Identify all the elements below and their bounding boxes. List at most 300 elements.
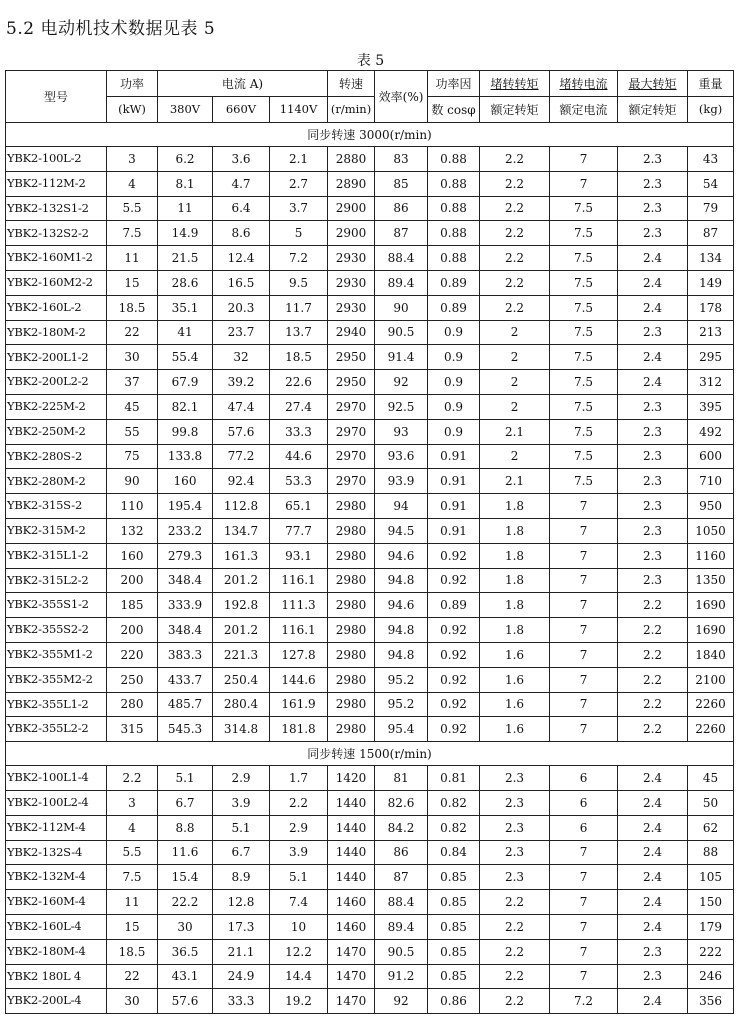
cell-current-660v: 5.1 xyxy=(213,815,270,840)
cell-current-1140v: 181.8 xyxy=(270,717,328,742)
table-row xyxy=(6,815,734,840)
cell-max-torque-ratio: 2.4 xyxy=(618,989,688,1014)
cell-current-1140v: 2.1 xyxy=(270,147,328,172)
header-power-factor-2: 数 cosφ xyxy=(428,97,480,123)
cell-model: YBK2-280M-2 xyxy=(6,469,107,494)
header-1140v: 1140V xyxy=(270,97,328,123)
cell-torque-ratio: 2.3 xyxy=(480,790,550,815)
cell-model: YBK2-180M-2 xyxy=(6,320,107,345)
cell-torque-ratio: 2.2 xyxy=(480,246,550,271)
table-row xyxy=(6,692,734,717)
cell-current-380v: 5.1 xyxy=(158,766,213,791)
cell-power-factor: 0.91 xyxy=(428,494,480,519)
cell-model: YBK2-132M-4 xyxy=(6,865,107,890)
cell-power: 280 xyxy=(107,692,158,717)
table-row xyxy=(6,270,734,295)
cell-current-1140v: 9.5 xyxy=(270,270,328,295)
cell-model: YBK2-100L-2 xyxy=(6,147,107,172)
cell-current-1140v: 12.2 xyxy=(270,939,328,964)
cell-current-ratio: 7.5 xyxy=(550,270,618,295)
cell-current-380v: 485.7 xyxy=(158,692,213,717)
header-speed: 转速 xyxy=(328,71,375,97)
cell-max-torque-ratio: 2.4 xyxy=(618,840,688,865)
cell-current-660v: 20.3 xyxy=(213,295,270,320)
table-row xyxy=(6,766,734,791)
cell-speed: 1440 xyxy=(328,815,375,840)
cell-current-380v: 160 xyxy=(158,469,213,494)
cell-efficiency: 85 xyxy=(375,171,428,196)
cell-efficiency: 87 xyxy=(375,221,428,246)
cell-current-ratio: 7 xyxy=(550,171,618,196)
cell-current-1140v: 13.7 xyxy=(270,320,328,345)
table-row xyxy=(6,394,734,419)
cell-speed: 1440 xyxy=(328,790,375,815)
cell-power-factor: 0.85 xyxy=(428,865,480,890)
cell-efficiency: 95.4 xyxy=(375,717,428,742)
table-row xyxy=(6,320,734,345)
cell-current-ratio: 7.5 xyxy=(550,419,618,444)
cell-power: 90 xyxy=(107,469,158,494)
cell-weight: 295 xyxy=(688,345,734,370)
cell-current-ratio: 7.5 xyxy=(550,345,618,370)
table-row xyxy=(6,890,734,915)
cell-current-ratio: 7.2 xyxy=(550,989,618,1014)
cell-current-1140v: 44.6 xyxy=(270,444,328,469)
cell-power: 185 xyxy=(107,593,158,618)
cell-max-torque-ratio: 2.2 xyxy=(618,667,688,692)
cell-current-1140v: 7.4 xyxy=(270,890,328,915)
cell-model: YBK2-160L-4 xyxy=(6,914,107,939)
cell-current-ratio: 7 xyxy=(550,518,618,543)
cell-efficiency: 94.6 xyxy=(375,593,428,618)
cell-model: YBK2-250M-2 xyxy=(6,419,107,444)
cell-current-380v: 545.3 xyxy=(158,717,213,742)
cell-power-factor: 0.84 xyxy=(428,840,480,865)
cell-weight: 395 xyxy=(688,394,734,419)
table-row xyxy=(6,444,734,469)
cell-current-380v: 99.8 xyxy=(158,419,213,444)
cell-current-660v: 24.9 xyxy=(213,964,270,989)
cell-speed: 2940 xyxy=(328,320,375,345)
cell-model: YBK2-180M-4 xyxy=(6,939,107,964)
cell-weight: 1350 xyxy=(688,568,734,593)
cell-current-ratio: 7.5 xyxy=(550,196,618,221)
cell-torque-ratio: 1.8 xyxy=(480,568,550,593)
cell-current-660v: 112.8 xyxy=(213,494,270,519)
cell-current-ratio: 7.5 xyxy=(550,320,618,345)
cell-torque-ratio: 2 xyxy=(480,320,550,345)
section-header-row xyxy=(6,742,734,766)
cell-speed: 1470 xyxy=(328,939,375,964)
cell-current-ratio: 7 xyxy=(550,543,618,568)
cell-current-380v: 43.1 xyxy=(158,964,213,989)
cell-power: 30 xyxy=(107,345,158,370)
cell-power: 15 xyxy=(107,914,158,939)
table-row xyxy=(6,543,734,568)
cell-model: YBK2-280S-2 xyxy=(6,444,107,469)
cell-torque-ratio: 2.2 xyxy=(480,890,550,915)
cell-current-380v: 279.3 xyxy=(158,543,213,568)
cell-max-torque-ratio: 2.3 xyxy=(618,444,688,469)
cell-max-torque-ratio: 2.3 xyxy=(618,543,688,568)
cell-power: 5.5 xyxy=(107,840,158,865)
cell-speed: 2980 xyxy=(328,543,375,568)
cell-current-660v: 4.7 xyxy=(213,171,270,196)
cell-max-torque-ratio: 2.2 xyxy=(618,642,688,667)
cell-power-factor: 0.9 xyxy=(428,394,480,419)
cell-max-torque-ratio: 2.4 xyxy=(618,295,688,320)
cell-power: 11 xyxy=(107,246,158,271)
cell-current-1140v: 5.1 xyxy=(270,865,328,890)
cell-max-torque-ratio: 2.2 xyxy=(618,692,688,717)
cell-torque-ratio: 1.8 xyxy=(480,494,550,519)
cell-torque-ratio: 1.6 xyxy=(480,717,550,742)
cell-torque-ratio: 2 xyxy=(480,444,550,469)
cell-current-380v: 82.1 xyxy=(158,394,213,419)
cell-current-ratio: 7.5 xyxy=(550,444,618,469)
cell-current-1140v: 2.7 xyxy=(270,171,328,196)
cell-max-torque-ratio: 2.3 xyxy=(618,419,688,444)
cell-current-ratio: 7.5 xyxy=(550,370,618,395)
cell-torque-ratio: 2.2 xyxy=(480,914,550,939)
cell-max-torque-ratio: 2.3 xyxy=(618,518,688,543)
cell-weight: 1050 xyxy=(688,518,734,543)
cell-weight: 492 xyxy=(688,419,734,444)
cell-torque-ratio: 2.2 xyxy=(480,171,550,196)
header-rated-current: 额定电流 xyxy=(550,97,618,123)
cell-efficiency: 88.4 xyxy=(375,246,428,271)
cell-power: 315 xyxy=(107,717,158,742)
header-locked-rotor-current: 堵转电流 xyxy=(550,71,618,97)
cell-torque-ratio: 2.2 xyxy=(480,196,550,221)
cell-torque-ratio: 2.3 xyxy=(480,840,550,865)
cell-power: 5.5 xyxy=(107,196,158,221)
cell-torque-ratio: 1.6 xyxy=(480,667,550,692)
header-power-factor: 功率因 xyxy=(428,71,480,97)
cell-current-380v: 14.9 xyxy=(158,221,213,246)
table-row xyxy=(6,865,734,890)
table-row xyxy=(6,593,734,618)
cell-current-ratio: 7 xyxy=(550,890,618,915)
header-rated-torque-2: 额定转矩 xyxy=(618,97,688,123)
cell-weight: 79 xyxy=(688,196,734,221)
cell-current-380v: 36.5 xyxy=(158,939,213,964)
cell-speed: 2900 xyxy=(328,221,375,246)
cell-max-torque-ratio: 2.4 xyxy=(618,914,688,939)
cell-efficiency: 93.6 xyxy=(375,444,428,469)
cell-current-1140v: 14.4 xyxy=(270,964,328,989)
table-row xyxy=(6,295,734,320)
cell-power-factor: 0.88 xyxy=(428,246,480,271)
cell-max-torque-ratio: 2.4 xyxy=(618,345,688,370)
cell-current-1140v: 77.7 xyxy=(270,518,328,543)
cell-current-660v: 161.3 xyxy=(213,543,270,568)
cell-current-1140v: 22.6 xyxy=(270,370,328,395)
cell-power-factor: 0.92 xyxy=(428,667,480,692)
cell-current-380v: 22.2 xyxy=(158,890,213,915)
cell-current-660v: 92.4 xyxy=(213,469,270,494)
header-660v: 660V xyxy=(213,97,270,123)
cell-current-ratio: 7 xyxy=(550,667,618,692)
cell-max-torque-ratio: 2.3 xyxy=(618,196,688,221)
cell-current-380v: 6.2 xyxy=(158,147,213,172)
cell-torque-ratio: 2 xyxy=(480,394,550,419)
cell-efficiency: 86 xyxy=(375,196,428,221)
cell-current-1140v: 93.1 xyxy=(270,543,328,568)
cell-weight: 149 xyxy=(688,270,734,295)
header-max-torque: 最大转矩 xyxy=(618,71,688,97)
cell-speed: 1460 xyxy=(328,914,375,939)
cell-efficiency: 94.6 xyxy=(375,543,428,568)
cell-current-380v: 15.4 xyxy=(158,865,213,890)
cell-speed: 2950 xyxy=(328,345,375,370)
cell-efficiency: 94 xyxy=(375,494,428,519)
cell-current-660v: 3.9 xyxy=(213,790,270,815)
cell-efficiency: 90 xyxy=(375,295,428,320)
cell-speed: 2880 xyxy=(328,147,375,172)
table-row xyxy=(6,790,734,815)
cell-power: 110 xyxy=(107,494,158,519)
cell-power: 2.2 xyxy=(107,766,158,791)
cell-current-1140v: 3.9 xyxy=(270,840,328,865)
cell-current-660v: 39.2 xyxy=(213,370,270,395)
cell-weight: 54 xyxy=(688,171,734,196)
cell-current-1140v: 127.8 xyxy=(270,642,328,667)
cell-current-1140v: 116.1 xyxy=(270,568,328,593)
cell-power: 200 xyxy=(107,618,158,643)
cell-max-torque-ratio: 2.3 xyxy=(618,568,688,593)
table-row xyxy=(6,964,734,989)
cell-current-ratio: 7.5 xyxy=(550,469,618,494)
cell-power-factor: 0.88 xyxy=(428,221,480,246)
cell-efficiency: 82.6 xyxy=(375,790,428,815)
cell-speed: 2980 xyxy=(328,494,375,519)
cell-current-ratio: 7.5 xyxy=(550,221,618,246)
cell-current-380v: 11 xyxy=(158,196,213,221)
cell-current-1140v: 5 xyxy=(270,221,328,246)
cell-max-torque-ratio: 2.4 xyxy=(618,865,688,890)
cell-power: 3 xyxy=(107,147,158,172)
header-weight: 重量 xyxy=(688,71,734,97)
cell-speed: 2980 xyxy=(328,717,375,742)
cell-weight: 2260 xyxy=(688,717,734,742)
cell-power-factor: 0.89 xyxy=(428,295,480,320)
cell-power: 22 xyxy=(107,964,158,989)
cell-current-380v: 28.6 xyxy=(158,270,213,295)
cell-max-torque-ratio: 2.3 xyxy=(618,494,688,519)
cell-efficiency: 94.8 xyxy=(375,642,428,667)
cell-current-380v: 8.8 xyxy=(158,815,213,840)
table-row xyxy=(6,221,734,246)
cell-speed: 1460 xyxy=(328,890,375,915)
cell-model: YBK2-315S-2 xyxy=(6,494,107,519)
cell-current-ratio: 6 xyxy=(550,766,618,791)
cell-power: 18.5 xyxy=(107,939,158,964)
cell-speed: 2970 xyxy=(328,419,375,444)
cell-current-ratio: 7 xyxy=(550,865,618,890)
cell-power: 200 xyxy=(107,568,158,593)
cell-torque-ratio: 1.8 xyxy=(480,593,550,618)
cell-current-1140v: 11.7 xyxy=(270,295,328,320)
cell-power-factor: 0.9 xyxy=(428,419,480,444)
cell-max-torque-ratio: 2.3 xyxy=(618,221,688,246)
cell-power-factor: 0.85 xyxy=(428,914,480,939)
cell-current-ratio: 7 xyxy=(550,692,618,717)
cell-current-660v: 6.4 xyxy=(213,196,270,221)
cell-max-torque-ratio: 2.3 xyxy=(618,394,688,419)
cell-current-660v: 201.2 xyxy=(213,618,270,643)
cell-power: 15 xyxy=(107,270,158,295)
cell-efficiency: 81 xyxy=(375,766,428,791)
cell-speed: 2980 xyxy=(328,618,375,643)
cell-current-380v: 67.9 xyxy=(158,370,213,395)
cell-torque-ratio: 2 xyxy=(480,370,550,395)
section-title: 同步转速 1500(r/min) xyxy=(6,742,734,766)
cell-torque-ratio: 2.1 xyxy=(480,469,550,494)
cell-current-660v: 6.7 xyxy=(213,840,270,865)
cell-power-factor: 0.91 xyxy=(428,469,480,494)
cell-current-660v: 47.4 xyxy=(213,394,270,419)
cell-power: 45 xyxy=(107,394,158,419)
cell-current-660v: 250.4 xyxy=(213,667,270,692)
cell-power: 37 xyxy=(107,370,158,395)
cell-torque-ratio: 1.8 xyxy=(480,618,550,643)
cell-model: YBK2-100L2-4 xyxy=(6,790,107,815)
cell-efficiency: 88.4 xyxy=(375,890,428,915)
cell-speed: 2980 xyxy=(328,568,375,593)
cell-speed: 2980 xyxy=(328,593,375,618)
cell-current-ratio: 7 xyxy=(550,914,618,939)
cell-efficiency: 93.9 xyxy=(375,469,428,494)
cell-efficiency: 83 xyxy=(375,147,428,172)
cell-power: 22 xyxy=(107,320,158,345)
cell-max-torque-ratio: 2.2 xyxy=(618,717,688,742)
table-row xyxy=(6,989,734,1014)
cell-speed: 2950 xyxy=(328,370,375,395)
cell-model: YBK2-355S1-2 xyxy=(6,593,107,618)
cell-speed: 2970 xyxy=(328,444,375,469)
table-row xyxy=(6,171,734,196)
cell-speed: 2900 xyxy=(328,196,375,221)
header-power: 功率 xyxy=(107,71,158,97)
header-model: 型号 xyxy=(6,71,107,123)
cell-current-ratio: 7.5 xyxy=(550,394,618,419)
cell-max-torque-ratio: 2.4 xyxy=(618,270,688,295)
cell-max-torque-ratio: 2.4 xyxy=(618,766,688,791)
cell-torque-ratio: 1.8 xyxy=(480,543,550,568)
cell-max-torque-ratio: 2.3 xyxy=(618,320,688,345)
cell-weight: 150 xyxy=(688,890,734,915)
cell-current-380v: 8.1 xyxy=(158,171,213,196)
cell-weight: 1840 xyxy=(688,642,734,667)
cell-power: 7.5 xyxy=(107,221,158,246)
cell-current-1140v: 19.2 xyxy=(270,989,328,1014)
cell-model: YBK2-132S2-2 xyxy=(6,221,107,246)
cell-current-380v: 348.4 xyxy=(158,618,213,643)
cell-current-660v: 17.3 xyxy=(213,914,270,939)
cell-torque-ratio: 2.1 xyxy=(480,419,550,444)
cell-power-factor: 0.92 xyxy=(428,717,480,742)
cell-current-380v: 41 xyxy=(158,320,213,345)
cell-weight: 43 xyxy=(688,147,734,172)
cell-max-torque-ratio: 2.4 xyxy=(618,890,688,915)
cell-model: YBK2-315L1-2 xyxy=(6,543,107,568)
cell-torque-ratio: 1.6 xyxy=(480,642,550,667)
table-row xyxy=(6,618,734,643)
cell-current-660v: 57.6 xyxy=(213,419,270,444)
cell-model: YBK2-355L2-2 xyxy=(6,717,107,742)
cell-max-torque-ratio: 2.3 xyxy=(618,964,688,989)
cell-torque-ratio: 2.2 xyxy=(480,221,550,246)
table-body xyxy=(6,71,734,1014)
cell-current-660v: 23.7 xyxy=(213,320,270,345)
cell-current-660v: 280.4 xyxy=(213,692,270,717)
cell-power-factor: 0.92 xyxy=(428,618,480,643)
cell-power-factor: 0.91 xyxy=(428,518,480,543)
cell-efficiency: 86 xyxy=(375,840,428,865)
cell-max-torque-ratio: 2.4 xyxy=(618,246,688,271)
cell-torque-ratio: 2.2 xyxy=(480,989,550,1014)
table-row xyxy=(6,196,734,221)
header-380v: 380V xyxy=(158,97,213,123)
cell-power: 30 xyxy=(107,989,158,1014)
cell-current-ratio: 7 xyxy=(550,939,618,964)
cell-efficiency: 92 xyxy=(375,989,428,1014)
cell-efficiency: 90.5 xyxy=(375,939,428,964)
cell-torque-ratio: 2 xyxy=(480,345,550,370)
cell-efficiency: 94.8 xyxy=(375,568,428,593)
cell-current-380v: 55.4 xyxy=(158,345,213,370)
table-row xyxy=(6,246,734,271)
header-row-bottom xyxy=(6,97,734,123)
cell-torque-ratio: 2.3 xyxy=(480,865,550,890)
cell-model: YBK2-315L2-2 xyxy=(6,568,107,593)
cell-current-660v: 134.7 xyxy=(213,518,270,543)
cell-weight: 105 xyxy=(688,865,734,890)
cell-power-factor: 0.92 xyxy=(428,543,480,568)
cell-current-380v: 133.8 xyxy=(158,444,213,469)
table-row xyxy=(6,939,734,964)
cell-power: 18.5 xyxy=(107,295,158,320)
cell-power-factor: 0.82 xyxy=(428,790,480,815)
table-row xyxy=(6,370,734,395)
table-row xyxy=(6,469,734,494)
cell-current-660v: 8.9 xyxy=(213,865,270,890)
cell-model: YBK2-160M-4 xyxy=(6,890,107,915)
cell-current-1140v: 116.1 xyxy=(270,618,328,643)
table-caption: 表 5 xyxy=(356,53,385,69)
cell-efficiency: 93 xyxy=(375,419,428,444)
cell-power: 7.5 xyxy=(107,865,158,890)
cell-current-ratio: 6 xyxy=(550,815,618,840)
cell-speed: 2930 xyxy=(328,270,375,295)
cell-weight: 45 xyxy=(688,766,734,791)
cell-weight: 50 xyxy=(688,790,734,815)
table-row xyxy=(6,147,734,172)
cell-power-factor: 0.88 xyxy=(428,196,480,221)
cell-torque-ratio: 2.2 xyxy=(480,147,550,172)
cell-efficiency: 91.4 xyxy=(375,345,428,370)
header-locked-rotor-torque: 堵转转矩 xyxy=(480,71,550,97)
cell-efficiency: 89.4 xyxy=(375,914,428,939)
cell-weight: 1690 xyxy=(688,593,734,618)
cell-current-ratio: 7 xyxy=(550,147,618,172)
cell-current-380v: 433.7 xyxy=(158,667,213,692)
cell-model: YBK2-160L-2 xyxy=(6,295,107,320)
cell-current-380v: 30 xyxy=(158,914,213,939)
cell-torque-ratio: 2.3 xyxy=(480,766,550,791)
header-rated-torque: 额定转矩 xyxy=(480,97,550,123)
